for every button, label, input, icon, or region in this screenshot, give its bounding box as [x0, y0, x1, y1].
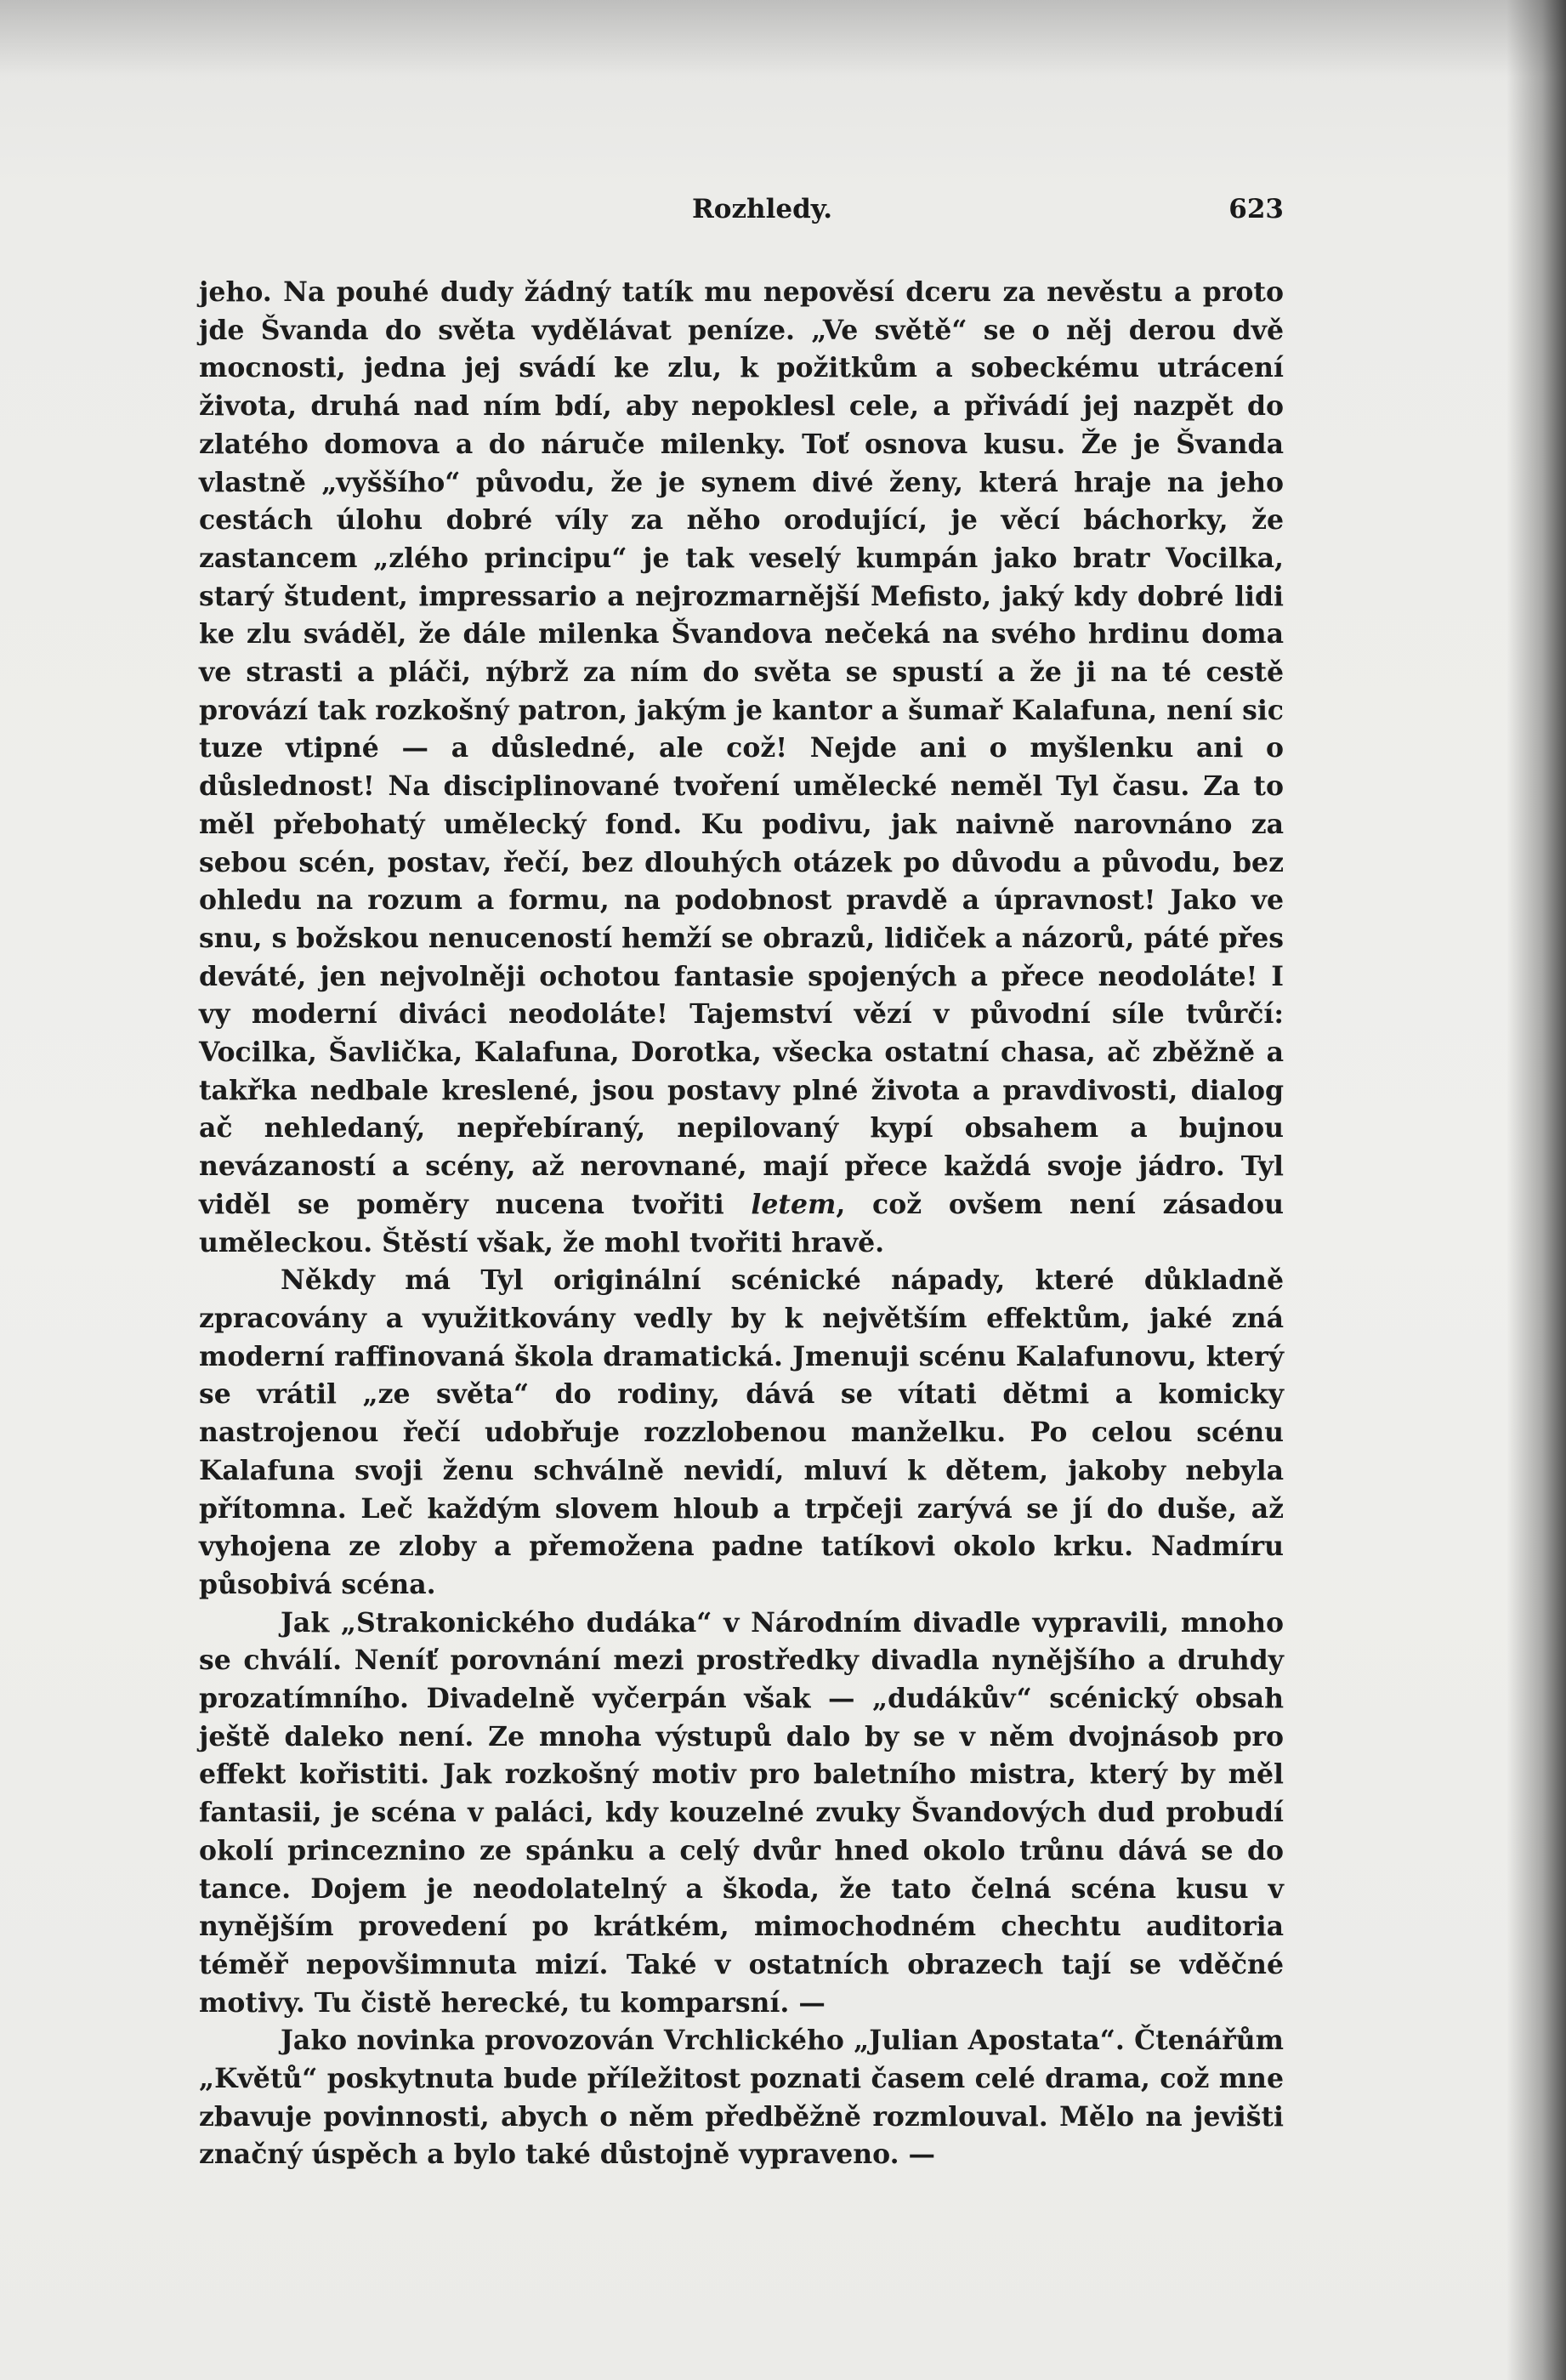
- paragraph-3: Jak „Strakonického dudáka“ v Národním divadle vypravili, mnoho se chválí. Neníť porovnání mezi prostředky divadla nynějšího a druhdy prozatímního. Divadelně vyčerpán však — „dudákův“ scénický obsah ještě daleko není. Ze mnoha výstupů dalo by se v něm dvojnásob pro effekt kořistiti. Jak rozkošný motiv pro baletního mistra, který by měl fantasii, je scéna v paláci, kdy kouzelné zvuky Švandových dud probudí okolí princeznino ze spánku a celý dvůr hned okolo trůnu dává se do tance. Dojem je neodolatelný a škoda, že tato čelná scéna kusu v nynějším provedení po krátkém, mimochodném chechtu auditoria téměř nepovšimnuta mizí. Také v ostatních obrazech tají se vděčné motivy. Tu čistě herecké, tu komparsní. —: [199, 1606, 1284, 2019]
- paragraph-2: Někdy má Tyl originální scénické nápady, které důkladně zpracovány a využitkovány vedly by k největším effektům, jaké zná moderní raffinovaná škola dramatická. Jmenuji scénu Kalafunovu, který se vrátil „ze světa“ do rodiny, dává se vítati dětmi a komicky nastrojenou řečí udobřuje rozzlobenou manželku. Po celou scénu Kalafuna svoji ženu schválně nevidí, mluví k dětem, jakoby nebyla přítomna. Leč každým slovem hloub a trpčeji zarývá se jí do duše, až vyhojena ze zloby a přemožena padne tatíkovi okolo krku. Nadmíru působivá scéna.: [199, 1264, 1284, 1600]
- paragraph-1: [199, 274, 1284, 1262]
- running-head: Rozhledy.: [692, 194, 833, 224]
- paragraph-4: Jako novinka provozován Vrchlického „Julian Apostata“. Čtenářům „Květů“ poskytnuta bude příležitost poznati časem celé drama, což mne zbavuje povinnosti, abych o něm předběžně rozmlouval. Mělo na jevišti značný úspěch a bylo také důstojně vypraveno. —: [199, 2025, 1284, 2171]
- page-number: 623: [1228, 194, 1284, 224]
- body-text: [199, 274, 1284, 2174]
- paragraph-1-tail: , což ovšem není zásadou uměleckou. Štěstí však, že mohl tvořiti hravě.: [199, 1188, 1284, 1258]
- paragraph-1-text: jeho. Na pouhé dudy žádný tatík mu nepověsí dceru za nevěstu a proto jde Švanda do světa vydělávat peníze. „Ve světě“ se o něj derou dvě mocnosti, jedna jej svádí ke zlu, k požitkům a sobeckému utrácení života, druhá nad ním bdí, aby nepoklesl cele, a přivádí jej nazpět do zlatého domova a do náruče milenky. Toť osnova kusu. Že je Švanda vlastně „vyššího“ původu, že je synem divé ženy, která hraje na jeho cestách úlohu dobré víly za něho orodující, je věcí báchorky, že zastancem „zlého principu“ je tak veselý kumpán jako bratr Vocilka, starý študent, impressario a nejrozmarnější Mefisto, jaký kdy dobré lidi ke zlu sváděl, že dále milenka Švandova nečeká na svého hrdinu doma ve strasti a pláči, nýbrž za ním do světa se spustí a že ji na té cestě provází tak rozkošný patron, jakým je kantor a šumař Kalafuna, není sic tuze vtipné — a důsledné, ale což! Nejde ani o myšlenku ani o důslednost! Na disciplinované tvoření umělecké neměl Tyl času. Za to měl přebohatý umělecký fond. Ku podivu, jak naivně narovnáno za sebou scén, postav, řečí, bez dlouhých otázek po důvodu a původu, bez ohledu na rozum a formu, na podobnost pravdě a úpravnost! Jako ve snu, s božskou nenuceností hemží se obrazů, lidiček a názorů, páté přes deváté, jen nejvolněji ochotou fantasie spojených a přece neodoláte! I vy moderní diváci neodoláte! Tajemství vězí v původní síle tvůrčí: Vocilka, Šavlička, Kalafuna, Dorotka, všecka ostatní chasa, ač zběžně a takřka nedbale kreslené, jsou postavy plné života a pravdivosti, dialog ač nehledaný, nepřebíraný, nepilovaný kypí obsahem a bujnou nevázaností a scény, až nerovnané, mají přece každá svoje jádro. Tyl viděl se poměry nucena tvořiti: [199, 276, 1284, 1220]
- page-edge-shadow: [1506, 0, 1566, 2380]
- page-header: [201, 194, 1284, 236]
- top-shadow: [0, 0, 1566, 77]
- italic-word: letem: [751, 1188, 837, 1220]
